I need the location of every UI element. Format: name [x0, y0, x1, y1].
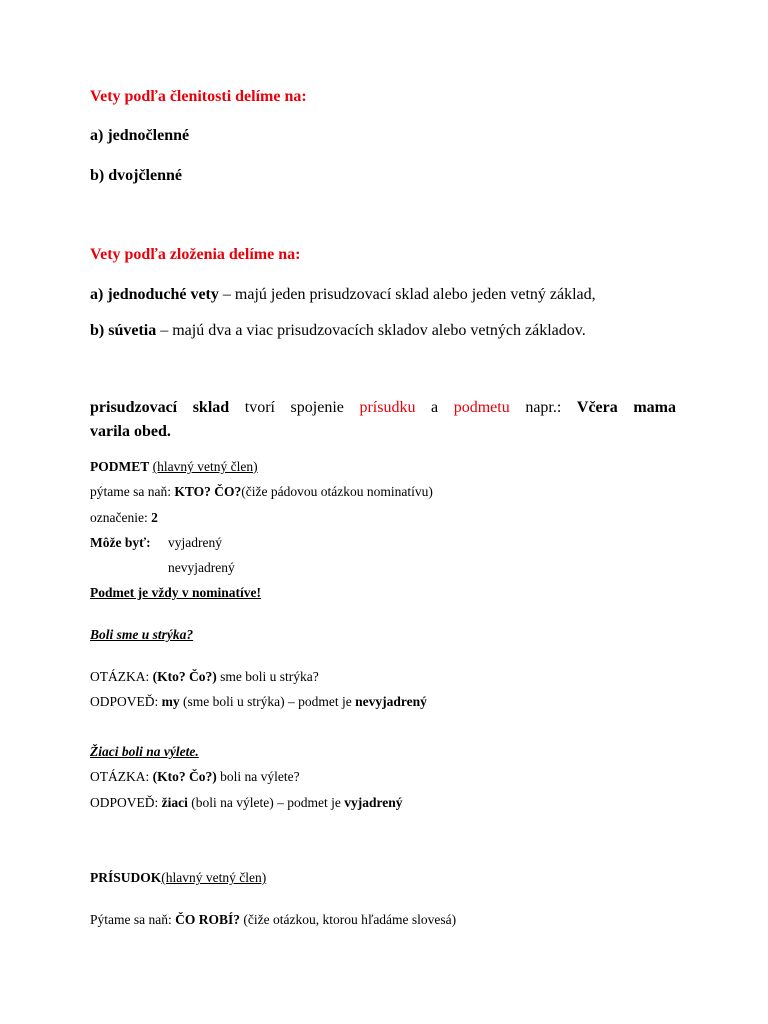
definition-text-1: tvorí spojenie	[229, 399, 360, 416]
prisudok-ask-suffix: (čiže otázkou, ktorou hľadáme slovesá)	[240, 912, 457, 927]
item-a-label: a) jednoduché vety	[90, 286, 219, 303]
definition-podmet: podmetu	[453, 399, 510, 416]
example2-question	[90, 769, 300, 785]
podmet-vyjadreny: vyjadrený	[168, 535, 222, 550]
podmet-title	[90, 459, 258, 475]
heading-clenitost: Vety podľa členitosti delíme na:	[90, 88, 307, 105]
podmet-mark-label: označenie:	[90, 510, 152, 525]
definition-text-2: a	[415, 399, 454, 416]
example2-a-rest: (boli na výlete) – podmet je	[187, 795, 345, 810]
item-b-label: b) súvetia	[90, 322, 157, 339]
item-a-text: – majú jeden prisudzovací sklad alebo jeden vetný základ,	[218, 286, 596, 303]
example2-answer	[90, 795, 403, 811]
heading-zlozenie: Vety podľa zloženia delíme na:	[90, 246, 301, 263]
item-jednoduche-vety	[90, 286, 596, 304]
prisudok-title-note: (hlavný vetný člen)	[161, 870, 267, 885]
podmet-title-label: PODMET	[90, 459, 150, 474]
podmet-ask-suffix: (čiže pádovou otázkou nominatívu)	[241, 484, 433, 499]
example2-q-rest: boli na výlete?	[216, 769, 300, 784]
definition-paragraph	[90, 396, 676, 444]
podmet-can-be-label: Môže byť:	[90, 535, 151, 550]
prisudok-question	[90, 912, 456, 928]
definition-term: prisudzovací sklad	[90, 399, 230, 416]
definition-text-3: napr.:	[509, 399, 577, 416]
example1-answer	[90, 694, 427, 710]
example2-a-bold: žiaci	[161, 795, 188, 810]
podmet-nevyjadreny: nevyjadrený	[168, 560, 235, 575]
definition-prisudok: prísudku	[359, 399, 416, 416]
item-b-text: – majú dva a viac prisudzovacích skladov alebo vetných základov.	[156, 322, 586, 339]
example1-q-rest: sme boli u strýka?	[216, 669, 319, 684]
example1-q-label: OTÁZKA:	[90, 669, 153, 684]
definition-example-2: varila obed.	[90, 423, 171, 440]
item-dvojclenne: b) dvojčlenné	[90, 167, 182, 184]
podmet-mark-value: 2	[151, 510, 158, 525]
example1-sentence: Boli sme u strýka?	[90, 627, 194, 642]
prisudok-title-label: PRÍSUDOK	[90, 870, 162, 885]
prisudok-title	[90, 870, 266, 886]
example1-a-result: nevyjadrený	[355, 694, 427, 709]
example1-q-bold: (Kto? Čo?)	[152, 669, 217, 684]
example2-a-label: ODPOVEĎ:	[90, 795, 162, 810]
podmet-title-note: (hlavný vetný člen)	[152, 459, 258, 474]
example1-a-bold: my	[161, 694, 180, 709]
prisudok-ask-prefix: Pýtame sa naň:	[90, 912, 176, 927]
example2-sentence: Žiaci boli na výlete.	[90, 744, 199, 759]
definition-example-1: Včera mama	[576, 399, 676, 416]
example2-q-label: OTÁZKA:	[90, 769, 153, 784]
podmet-ask-bold: KTO? ČO?	[174, 484, 242, 499]
podmet-question	[90, 484, 433, 500]
podmet-ask-prefix: pýtame sa naň:	[90, 484, 175, 499]
example1-a-rest: (sme boli u strýka) – podmet je	[179, 694, 356, 709]
example1-question	[90, 669, 319, 685]
podmet-rule: Podmet je vždy v nominatíve!	[90, 585, 261, 600]
podmet-mark	[90, 510, 158, 526]
prisudok-ask-bold: ČO ROBÍ?	[175, 912, 240, 927]
podmet-can-be	[90, 535, 151, 551]
example2-a-result: vyjadrený	[344, 795, 403, 810]
item-suvetia	[90, 322, 586, 340]
item-jednoclenne: a) jednočlenné	[90, 127, 190, 144]
example1-a-label: ODPOVEĎ:	[90, 694, 162, 709]
example2-q-bold: (Kto? Čo?)	[152, 769, 217, 784]
